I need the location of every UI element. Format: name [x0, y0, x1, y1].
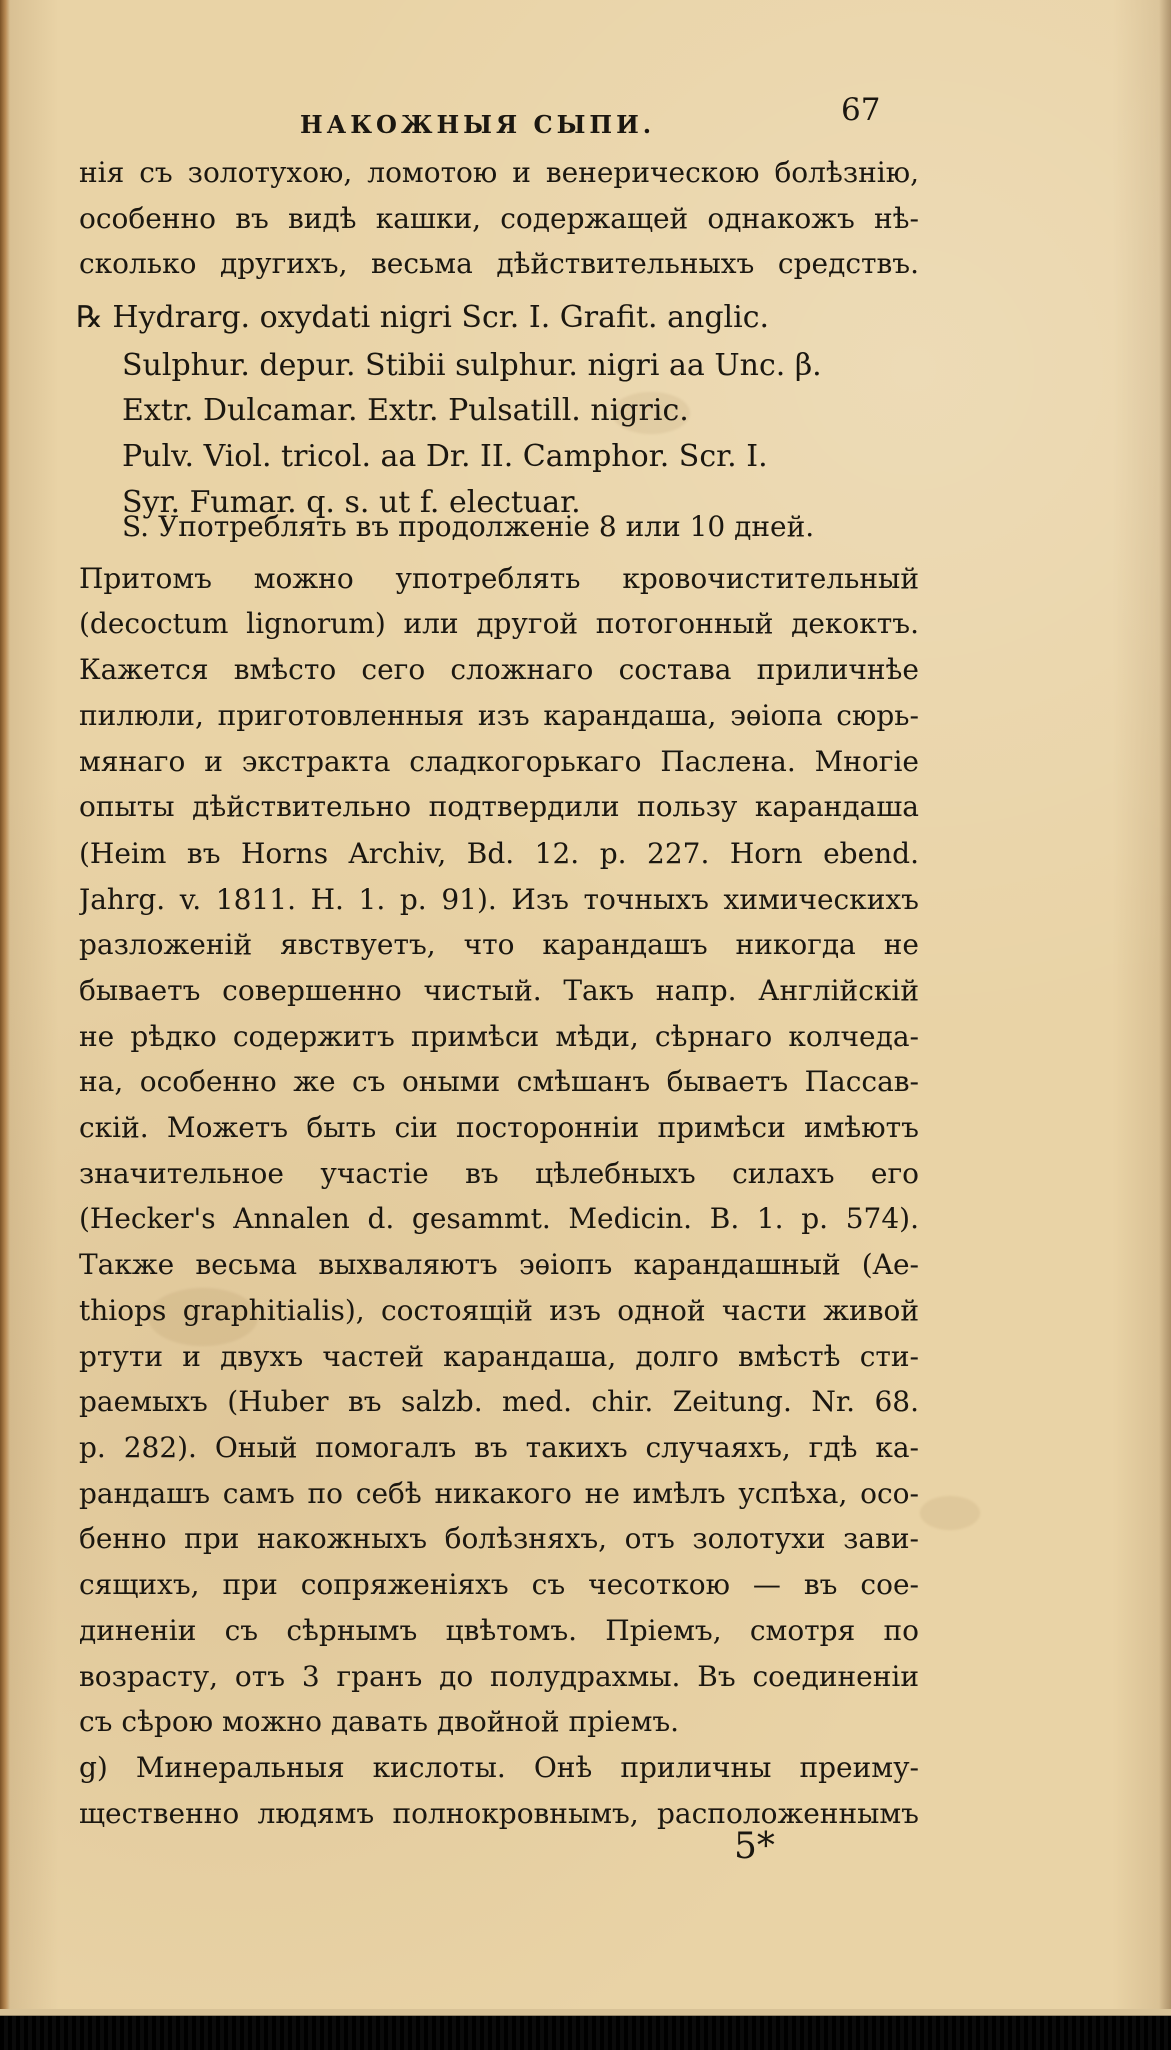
recipe-line-3: Extr. Dulcamar. Extr. Pulsatill. nigric.: [122, 393, 689, 428]
paragraph-line-18: ртути и двухъ частей карандаша, долго вмѣстѣ сти-: [79, 1340, 919, 1373]
paragraph-line-9: разложеній явствуетъ, что карандашъ никогда не: [79, 928, 919, 961]
paragraph-line-28: щественно людямъ полнокровнымъ, расположеннымъ: [79, 1797, 919, 1830]
paragraph-line-3: Кажется вмѣсто сего сложнаго состава приличнѣе: [79, 653, 919, 686]
paragraph-line-24: диненіи съ сѣрнымъ цвѣтомъ. Пріемъ, смотря по: [79, 1614, 919, 1647]
paragraph-line-1: Притомъ можно употреблять кровочистительный: [79, 562, 919, 595]
printer-signature: 5*: [734, 1826, 775, 1867]
paragraph-line-26: съ сѣрою можно давать двойной пріемъ.: [79, 1705, 680, 1738]
paragraph-line-23: сящихъ, при сопряженіяхъ съ чесоткою — въ сое-: [79, 1568, 919, 1601]
paragraph-line-4: пилюли, приготовленныя изъ карандаша, эѳіопа сюрь-: [79, 699, 919, 732]
paragraph-line-12: на, особенно же съ оными смѣшанъ бываетъ Пассав-: [79, 1065, 919, 1098]
paragraph-line-6: опыты дѣйствительно подтвердили пользу карандаша: [79, 790, 919, 823]
body-line-2: особенно въ видѣ кашки, содержащей однакожъ нѣ-: [79, 202, 919, 235]
paragraph-line-27: g) Минеральныя кислоты. Онѣ приличны преиму-: [79, 1751, 919, 1784]
paragraph-line-15: (Hecker's Annalen d. gesammt. Medicin. B. 1. p. 574).: [79, 1202, 919, 1235]
paragraph-line-22: бенно при накожныхъ болѣзняхъ, отъ золотухи зави-: [79, 1522, 919, 1555]
recipe-line-5: Syr. Fumar. q. s. ut f. electuar.: [122, 485, 581, 520]
paragraph-line-7: (Heim въ Horns Archiv, Bd. 12. p. 227. Horn ebend.: [79, 837, 919, 870]
running-head: НАКОЖНЫЯ СЫПИ.: [300, 110, 656, 139]
scan-bottom-band: [0, 2016, 1171, 2050]
page-number: 67: [841, 92, 881, 128]
paragraph-line-16: Также весьма выхваляютъ эѳіопъ карандашный (Ae-: [79, 1248, 919, 1281]
paragraph-line-2: (decoctum lignorum) или другой потогонный декоктъ.: [79, 607, 919, 640]
recipe-line-2: Sulphur. depur. Stibii sulphur. nigri aa Unc. β.: [122, 348, 822, 383]
body-line-3: сколько другихъ, весьма дѣйствительныхъ средствъ.: [79, 247, 919, 280]
paragraph-line-8: Jahrg. v. 1811. H. 1. p. 91). Изъ точныхъ химическихъ: [79, 883, 919, 916]
recipe-line-4: Pulv. Viol. tricol. aa Dr. II. Camphor. Scr. I.: [122, 439, 768, 474]
paragraph-line-17: thiops graphitialis), состоящій изъ одной части живой: [79, 1294, 919, 1327]
body-line-1: нія съ золотухою, ломотою и венерическою болѣзнію,: [79, 156, 919, 189]
paragraph-line-25: возрасту, отъ 3 гранъ до полудрахмы. Въ соединеніи: [79, 1660, 919, 1693]
paragraph-line-20: p. 282). Оный помогалъ въ такихъ случаяхъ, гдѣ ка-: [79, 1431, 919, 1464]
paragraph-line-10: бываетъ совершенно чистый. Такъ напр. Англійскій: [79, 974, 919, 1007]
paragraph-line-21: рандашъ самъ по себѣ никакого не имѣлъ успѣха, осо-: [79, 1477, 919, 1510]
recipe-line-6: S. Употреблять въ продолженіе 8 или 10 дней.: [122, 510, 815, 543]
paragraph-line-14: значительное участіе въ цѣлебныхъ силахъ его: [79, 1157, 919, 1190]
recipe-line-1: ℞ Hydrarg. oxydati nigri Scr. I. Grafit. anglic.: [76, 300, 770, 335]
paragraph-line-19: раемыхъ (Huber въ salzb. med. chir. Zeitung. Nr. 68.: [79, 1385, 919, 1418]
paragraph-line-13: скій. Можетъ быть сіи посторонніи примѣси имѣютъ: [79, 1111, 919, 1144]
paragraph-line-11: не рѣдко содержитъ примѣси мѣди, сѣрнаго колчеда-: [79, 1020, 919, 1053]
paragraph-line-5: мянаго и экстракта сладкогорькаго Паслена. Многіе: [79, 745, 919, 778]
